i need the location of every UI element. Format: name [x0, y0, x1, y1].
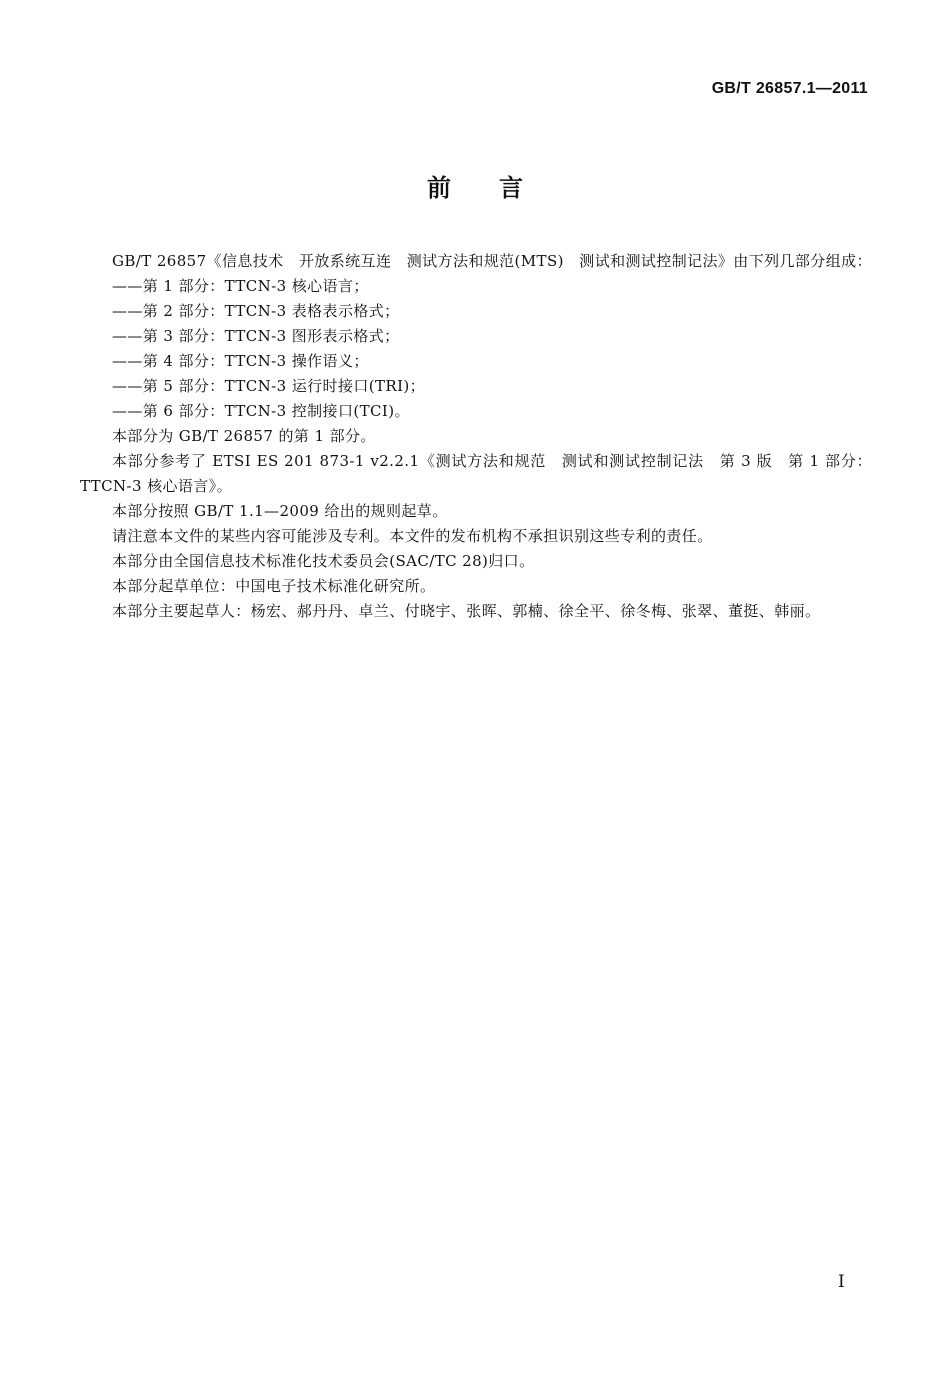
list-item: ——第 5 部分：TTCN-3 运行时接口(TRI)； [112, 377, 426, 395]
paragraph: 本部分为 GB/T 26857 的第 1 部分。 [112, 427, 376, 445]
paragraph: 本部分按照 GB/T 1.1—2009 给出的规则起草。 [112, 502, 448, 520]
paragraph: 本部分起草单位：中国电子技术标准化研究所。 [112, 577, 436, 595]
document-number: GB/T 26857.1—2011 [711, 80, 868, 97]
intro-paragraph: GB/T 26857《信息技术 开放系统互连 测试方法和规范(MTS) 测试和测试控制记法》由下列几部分组成： [112, 252, 872, 270]
page-number: I [838, 1272, 845, 1292]
list-item: ——第 1 部分：TTCN-3 核心语言； [112, 277, 369, 295]
list-item: ——第 2 部分：TTCN-3 表格表示格式； [112, 302, 400, 320]
foreword-body [80, 249, 872, 624]
list-item: ——第 3 部分：TTCN-3 图形表示格式； [112, 327, 400, 345]
paragraph: 本部分主要起草人：杨宏、郝丹丹、卓兰、付晓宇、张晖、郭楠、徐全平、徐冬梅、张翠、董挺、韩丽。 [112, 602, 821, 620]
paragraph: 请注意本文件的某些内容可能涉及专利。本文件的发布机构不承担识别这些专利的责任。 [112, 527, 713, 545]
paragraph: 本部分由全国信息技术标准化技术委员会(SAC/TC 28)归口。 [112, 552, 535, 570]
parts-list [80, 274, 872, 424]
page-title: 前言 [427, 174, 571, 202]
paragraph: 本部分参考了 ETSI ES 201 873-1 v2.2.1《测试方法和规范 测试和测试控制记法 第 3 版 第 1 部分：TTCN-3 核心语言》。 [80, 452, 872, 495]
list-item: ——第 4 部分：TTCN-3 操作语义； [112, 352, 369, 370]
list-item: ——第 6 部分：TTCN-3 控制接口(TCI)。 [112, 402, 410, 420]
